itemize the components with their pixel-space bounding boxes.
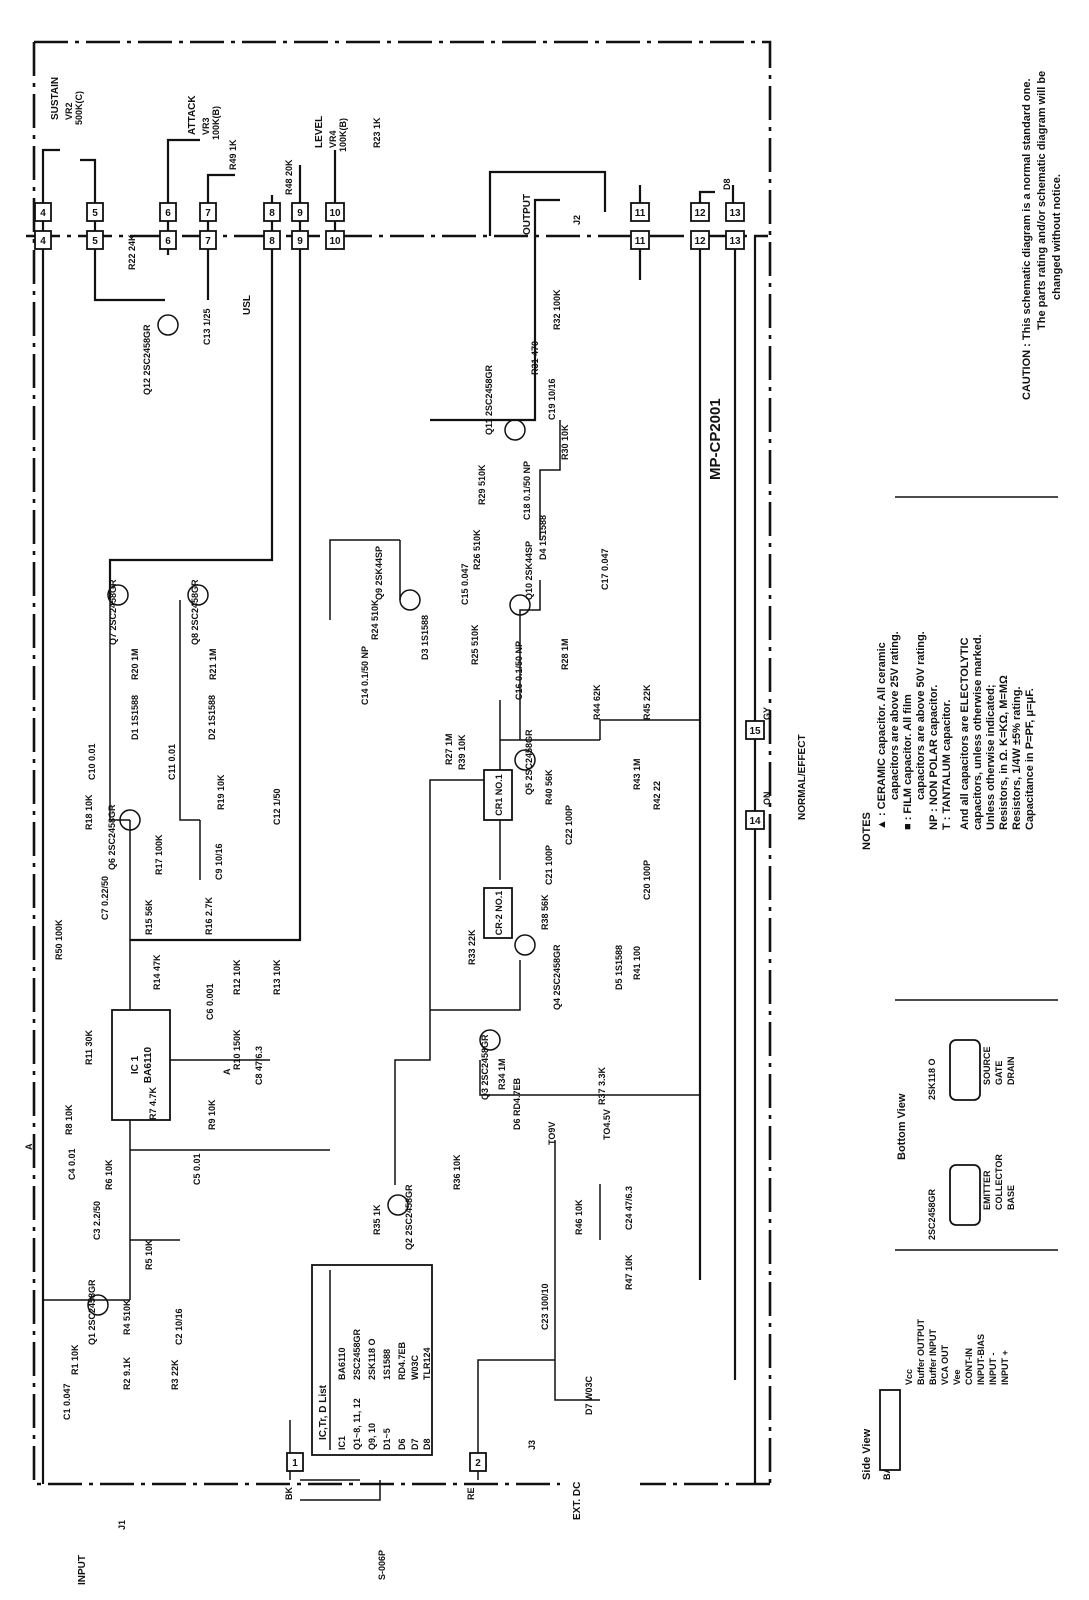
svg-text:Buffer OUTPUT: Buffer OUTPUT — [916, 1319, 926, 1385]
svg-text:D5 1S1588: D5 1S1588 — [614, 944, 624, 990]
pin-box — [691, 203, 709, 221]
svg-text:C5 0.01: C5 0.01 — [192, 1153, 202, 1185]
svg-text:7: 7 — [205, 236, 211, 247]
svg-text:TO4.5V: TO4.5V — [602, 1109, 612, 1140]
svg-text:SOURCE: SOURCE — [982, 1046, 992, 1085]
svg-text:MP-CP2001: MP-CP2001 — [707, 398, 724, 480]
pin-box — [87, 203, 103, 221]
svg-text:USL: USL — [242, 295, 253, 315]
svg-text:R31 470: R31 470 — [530, 340, 540, 375]
pin-box — [200, 203, 216, 221]
svg-text:5: 5 — [92, 208, 98, 219]
board-title — [707, 398, 724, 480]
svg-text:D8: D8 — [722, 178, 732, 190]
svg-text:12: 12 — [694, 208, 706, 219]
svg-text:R32 100K: R32 100K — [552, 289, 562, 330]
svg-text:R49 1K: R49 1K — [228, 139, 238, 170]
svg-text:capacitors are above 50V ratin: capacitors are above 50V rating. — [915, 631, 927, 800]
svg-text:C23 100/10: C23 100/10 — [540, 1283, 550, 1330]
svg-text:D3 1S1588: D3 1S1588 — [420, 614, 430, 660]
svg-text:R13 10K: R13 10K — [272, 959, 282, 995]
svg-text:Resistors, in Ω. K=KΩ, M=MΩ: Resistors, in Ω. K=KΩ, M=MΩ — [998, 675, 1010, 830]
pin-box — [35, 231, 51, 249]
svg-text:S-006P: S-006P — [377, 1549, 387, 1580]
svg-text:VR4: VR4 — [328, 130, 338, 148]
svg-text:C15 0.047: C15 0.047 — [460, 563, 470, 605]
svg-text:Q6 2SC2458GR: Q6 2SC2458GR — [107, 804, 117, 870]
svg-text:R2 9.1K: R2 9.1K — [122, 1356, 132, 1390]
svg-text:100K(B): 100K(B) — [338, 117, 348, 152]
svg-text:C16 0.1/50 NP: C16 0.1/50 NP — [514, 640, 524, 700]
svg-text:R38 56K: R38 56K — [540, 894, 550, 930]
bottom-view — [896, 1040, 1016, 1240]
svg-text:J3: J3 — [527, 1439, 537, 1450]
svg-text:SUSTAIN: SUSTAIN — [50, 76, 61, 120]
svg-text:2SK118 O: 2SK118 O — [367, 1338, 377, 1380]
svg-text:C6 0.001: C6 0.001 — [205, 983, 215, 1020]
svg-text:BA6110: BA6110 — [337, 1347, 347, 1380]
svg-text:R17 100K: R17 100K — [154, 834, 164, 875]
svg-text:NORMAL/EFFECT: NORMAL/EFFECT — [797, 734, 808, 820]
svg-text:A: A — [24, 1143, 34, 1150]
svg-text:D8: D8 — [422, 1438, 432, 1450]
svg-text:9: 9 — [297, 236, 303, 247]
svg-text:DRAIN: DRAIN — [1006, 1056, 1016, 1085]
pin-box — [292, 203, 308, 221]
svg-text:TO9V: TO9V — [547, 1121, 557, 1145]
svg-text:BASE: BASE — [1006, 1184, 1016, 1210]
svg-text:C3 2.2/50: C3 2.2/50 — [92, 1200, 102, 1240]
svg-text:13: 13 — [729, 236, 741, 247]
svg-text:IC 1: IC 1 — [130, 1055, 141, 1075]
svg-text:R35 1K: R35 1K — [372, 1204, 382, 1235]
transistor-symbols — [88, 315, 535, 1315]
svg-text:R37 3.3K: R37 3.3K — [597, 1066, 607, 1105]
svg-text:R14 47K: R14 47K — [152, 954, 162, 990]
svg-text:R24 510K: R24 510K — [370, 599, 380, 640]
svg-text:6: 6 — [165, 208, 171, 219]
pin-box — [160, 231, 176, 249]
svg-text:R43 1M: R43 1M — [632, 758, 642, 790]
normal-effect-label — [797, 734, 808, 820]
svg-text:R10 150K: R10 150K — [232, 1029, 242, 1070]
svg-text:Q1~8, 11, 12: Q1~8, 11, 12 — [352, 1398, 362, 1450]
svg-text:10: 10 — [329, 208, 341, 219]
svg-text:CAUTION : This schematic diagr: CAUTION : This schematic diagram is a normal standard one. — [1021, 78, 1033, 400]
svg-text:ON: ON — [762, 791, 772, 805]
svg-text:VR2: VR2 — [64, 102, 74, 120]
svg-text:9: 9 — [297, 208, 303, 219]
svg-text:A: A — [222, 1068, 232, 1075]
svg-text:R4 510K: R4 510K — [122, 1299, 132, 1335]
svg-text:14: 14 — [749, 816, 761, 827]
svg-text:R34 1M: R34 1M — [497, 1058, 507, 1090]
svg-text:INPUT +: INPUT + — [1000, 1350, 1010, 1385]
pin-box — [326, 203, 344, 221]
pin-box — [200, 231, 216, 249]
semiconductor-labels — [87, 178, 732, 1415]
svg-text:4: 4 — [40, 208, 46, 219]
svg-text:R46 10K: R46 10K — [574, 1199, 584, 1235]
svg-text:C4 0.01: C4 0.01 — [67, 1148, 77, 1180]
pin-box — [264, 231, 280, 249]
input-label — [77, 1555, 88, 1585]
svg-text:8: 8 — [269, 208, 275, 219]
svg-text:Q8 2SC2458GR: Q8 2SC2458GR — [190, 579, 200, 645]
svg-text:100K(B): 100K(B) — [211, 105, 221, 140]
svg-text:D7 W03C: D7 W03C — [584, 1375, 594, 1415]
pin-box — [746, 721, 764, 739]
svg-text:COLLECTOR: COLLECTOR — [994, 1154, 1004, 1210]
svg-text:R25 510K: R25 510K — [470, 624, 480, 665]
svg-text:INPUT -: INPUT - — [988, 1352, 998, 1385]
svg-text:Q4 2SC2458GR: Q4 2SC2458GR — [552, 944, 562, 1010]
svg-text:2SC2458GR: 2SC2458GR — [927, 1188, 937, 1240]
svg-text:R19 10K: R19 10K — [216, 774, 226, 810]
svg-text:R44 62K: R44 62K — [592, 684, 602, 720]
svg-text:R42 22: R42 22 — [652, 780, 662, 810]
resistor-labels — [54, 117, 662, 1390]
svg-text:RE: RE — [466, 1487, 476, 1500]
svg-text:Side View: Side View — [861, 1428, 873, 1480]
svg-text:R6 10K: R6 10K — [104, 1159, 114, 1190]
svg-text:C18 0.1/50 NP: C18 0.1/50 NP — [522, 460, 532, 520]
pin-box — [292, 231, 308, 249]
pin-box — [726, 203, 744, 221]
svg-text:R3 22K: R3 22K — [170, 1359, 180, 1390]
svg-text:R20 1M: R20 1M — [130, 648, 140, 680]
svg-text:R29 510K: R29 510K — [477, 464, 487, 505]
svg-text:500K(C): 500K(C) — [74, 90, 84, 125]
svg-text:R47 10K: R47 10K — [624, 1254, 634, 1290]
notes-text — [861, 631, 1036, 850]
svg-text:10: 10 — [329, 236, 341, 247]
svg-text:R1 10K: R1 10K — [70, 1344, 80, 1375]
svg-text:Q7 2SC2458GR: Q7 2SC2458GR — [108, 579, 118, 645]
svg-text:Q5 2SC2458GR: Q5 2SC2458GR — [524, 729, 534, 795]
svg-text:Q9, 10: Q9, 10 — [367, 1422, 377, 1450]
svg-text:Q1 2SC2458GR: Q1 2SC2458GR — [87, 1279, 97, 1345]
svg-text:R21 1M: R21 1M — [208, 648, 218, 680]
ext-dc-label — [572, 1482, 583, 1520]
svg-text:2: 2 — [475, 1458, 481, 1469]
svg-text:C19 10/16: C19 10/16 — [547, 378, 557, 420]
svg-text:R8 10K: R8 10K — [64, 1104, 74, 1135]
connector-row-upper — [35, 203, 744, 221]
pin-box — [726, 231, 744, 249]
svg-text:Capacitance in P=PF, μ=μF.: Capacitance in P=PF, μ=μF. — [1024, 688, 1036, 830]
svg-text:T : TANTALUM capacitor.: T : TANTALUM capacitor. — [941, 699, 953, 830]
svg-text:C21 100P: C21 100P — [544, 844, 554, 885]
svg-text:J1: J1 — [117, 1519, 127, 1530]
svg-text:W03C: W03C — [410, 1354, 420, 1380]
svg-text:CONT-IN: CONT-IN — [964, 1348, 974, 1385]
svg-text:5: 5 — [92, 236, 98, 247]
svg-text:D6: D6 — [397, 1438, 407, 1450]
svg-text:TLR124: TLR124 — [422, 1347, 432, 1380]
svg-text:Vee: Vee — [952, 1369, 962, 1385]
svg-text:13: 13 — [729, 208, 741, 219]
svg-text:12: 12 — [694, 236, 706, 247]
parts-list — [312, 1265, 432, 1455]
svg-text:R41 100: R41 100 — [632, 945, 642, 980]
side-view — [861, 1319, 1010, 1480]
svg-text:2SC2458GR: 2SC2458GR — [352, 1328, 362, 1380]
pin-box — [746, 811, 764, 829]
pin-box — [264, 203, 280, 221]
svg-text:C17 0.047: C17 0.047 — [600, 548, 610, 590]
svg-text:Q11 2SC2458GR: Q11 2SC2458GR — [484, 364, 494, 435]
svg-text:GATE: GATE — [994, 1060, 1004, 1085]
svg-text:Buffer INPUT: Buffer INPUT — [928, 1329, 938, 1385]
svg-text:Bottom View: Bottom View — [896, 1093, 908, 1160]
svg-text:2SK118 O: 2SK118 O — [927, 1058, 937, 1100]
svg-text:R40 56K: R40 56K — [544, 769, 554, 805]
svg-text:C8 47/6.3: C8 47/6.3 — [254, 1045, 264, 1085]
svg-text:D4 1S1588: D4 1S1588 — [538, 514, 548, 560]
svg-text:capacitors, unless otherwise m: capacitors, unless otherwise marked. — [972, 634, 984, 830]
attack-label — [187, 95, 198, 135]
svg-text:▲ : CERAMIC capacitor. All cer: ▲ : CERAMIC capacitor. All ceramic — [876, 642, 888, 830]
svg-text:11: 11 — [634, 208, 646, 219]
svg-text:1S1588: 1S1588 — [382, 1348, 392, 1380]
svg-text:R22 24K: R22 24K — [127, 234, 137, 270]
svg-text:INPUT: INPUT — [77, 1555, 88, 1585]
svg-text:C11 0.01: C11 0.01 — [167, 743, 177, 780]
svg-text:capacitors are above 25V ratin: capacitors are above 25V rating. — [889, 631, 901, 800]
ic1-body — [112, 1010, 170, 1120]
svg-text:4: 4 — [40, 236, 46, 247]
svg-text:C7 0.22/50: C7 0.22/50 — [100, 875, 110, 920]
svg-text:VR3: VR3 — [201, 117, 211, 135]
svg-text:D7: D7 — [410, 1438, 420, 1450]
svg-text:LEVEL: LEVEL — [314, 115, 325, 148]
svg-text:IC1: IC1 — [337, 1435, 347, 1450]
svg-text:C22 100P: C22 100P — [564, 804, 574, 845]
svg-text:J2: J2 — [572, 214, 582, 225]
svg-text:■ : FILM capacitor. All film: ■ : FILM capacitor. All film — [902, 694, 914, 830]
pin-box — [35, 203, 51, 221]
pin-box — [691, 231, 709, 249]
output-label — [522, 194, 533, 235]
svg-text:ATTACK: ATTACK — [187, 95, 198, 135]
svg-text:IC,Tr, D List: IC,Tr, D List — [318, 1384, 329, 1440]
svg-text:R11 30K: R11 30K — [84, 1029, 94, 1065]
svg-text:C12 1/50: C12 1/50 — [272, 788, 282, 825]
sustain-label — [50, 77, 61, 120]
svg-text:D6 RD4.7EB: D6 RD4.7EB — [512, 1077, 522, 1130]
svg-text:R12 10K: R12 10K — [232, 959, 242, 995]
pin-box — [287, 1453, 303, 1471]
svg-text:And all capacitors are ELECTOL: And all capacitors are ELECTOLYTIC — [959, 637, 971, 830]
svg-text:15: 15 — [749, 726, 761, 737]
svg-text:7: 7 — [205, 208, 211, 219]
caution-text — [1021, 71, 1063, 400]
svg-text:D1 1S1588: D1 1S1588 — [130, 694, 140, 740]
svg-text:R7 4.7K: R7 4.7K — [148, 1086, 158, 1120]
svg-text:R5 10K: R5 10K — [144, 1239, 154, 1270]
svg-text:BK: BK — [284, 1487, 294, 1500]
svg-text:CR1 NO.1: CR1 NO.1 — [494, 774, 504, 816]
svg-text:R39 10K: R39 10K — [457, 734, 467, 770]
pin-box — [631, 203, 649, 221]
pin-box — [326, 231, 344, 249]
svg-text:OUTPUT: OUTPUT — [522, 193, 533, 235]
svg-text:C2 10/16: C2 10/16 — [174, 1308, 184, 1345]
svg-text:C9 10/16: C9 10/16 — [214, 843, 224, 880]
svg-text:Q3 2SC2458GR: Q3 2SC2458GR — [480, 1034, 490, 1100]
svg-text:D2 1S1588: D2 1S1588 — [207, 694, 217, 740]
svg-text:R48 20K: R48 20K — [284, 159, 294, 195]
svg-text:11: 11 — [634, 236, 646, 247]
level-label — [314, 116, 325, 148]
svg-text:C20 100P: C20 100P — [642, 859, 652, 900]
svg-text:R23 1K: R23 1K — [372, 117, 382, 148]
pin-box — [631, 231, 649, 249]
svg-text:Unless otherwise indicated;: Unless otherwise indicated; — [985, 684, 997, 830]
svg-text:NP : NON POLAR capacitor.: NP : NON POLAR capacitor. — [928, 684, 940, 830]
connector-row-lower — [35, 231, 744, 249]
svg-text:6: 6 — [165, 236, 171, 247]
svg-text:R15 56K: R15 56K — [144, 899, 154, 935]
svg-text:EMITTER: EMITTER — [982, 1170, 992, 1210]
svg-text:C13 1/25: C13 1/25 — [202, 308, 212, 345]
svg-text:GY: GY — [762, 706, 772, 720]
svg-text:R36 10K: R36 10K — [452, 1154, 462, 1190]
svg-text:NOTES: NOTES — [861, 812, 873, 850]
svg-text:Q9 2SK44SP: Q9 2SK44SP — [374, 545, 384, 600]
svg-text:8: 8 — [269, 236, 275, 247]
svg-text:BA6110: BA6110 — [143, 1046, 154, 1084]
svg-text:R18 10K: R18 10K — [84, 794, 94, 830]
svg-text:RD4.7EB: RD4.7EB — [397, 1341, 407, 1380]
svg-text:EXT. DC: EXT. DC — [572, 1481, 583, 1520]
svg-text:R26 510K: R26 510K — [472, 529, 482, 570]
svg-text:C1 0.047: C1 0.047 — [62, 1383, 72, 1420]
svg-text:changed without notice.: changed without notice. — [1051, 174, 1063, 300]
svg-text:R27 1M: R27 1M — [444, 733, 454, 765]
svg-text:Vcc: Vcc — [904, 1368, 914, 1385]
pin-box — [470, 1453, 486, 1471]
svg-text:C24 47/6.3: C24 47/6.3 — [624, 1185, 634, 1230]
svg-text:1: 1 — [292, 1458, 298, 1469]
svg-text:D1~5: D1~5 — [382, 1428, 392, 1450]
pin-box — [160, 203, 176, 221]
svg-text:R30 10K: R30 10K — [560, 424, 570, 460]
svg-text:Q2 2SC2458GR: Q2 2SC2458GR — [404, 1184, 414, 1250]
svg-text:C14 0.1/50 NP: C14 0.1/50 NP — [360, 645, 370, 705]
pin-box — [87, 231, 103, 249]
svg-text:Q10 2SK44SP: Q10 2SK44SP — [524, 540, 534, 600]
svg-text:R28 1M: R28 1M — [560, 638, 570, 670]
svg-text:R16 2.7K: R16 2.7K — [204, 896, 214, 935]
svg-text:INPUT-BIAS: INPUT-BIAS — [976, 1333, 986, 1385]
svg-text:R45 22K: R45 22K — [642, 684, 652, 720]
svg-text:Resistors, 1/4W ±5% rating.: Resistors, 1/4W ±5% rating. — [1011, 686, 1023, 830]
svg-text:R33 22K: R33 22K — [467, 929, 477, 965]
cr-modules — [484, 770, 512, 938]
svg-text:R9 10K: R9 10K — [207, 1099, 217, 1130]
svg-text:CR-2 NO.1: CR-2 NO.1 — [494, 890, 504, 936]
svg-text:The parts rating and/or schema: The parts rating and/or schematic diagram will be — [1036, 70, 1048, 330]
svg-text:R50 100K: R50 100K — [54, 919, 64, 960]
svg-text:VCA OUT: VCA OUT — [940, 1344, 950, 1385]
svg-text:Q12 2SC2458GR: Q12 2SC2458GR — [142, 324, 152, 395]
svg-text:C10 0.01: C10 0.01 — [87, 743, 97, 780]
